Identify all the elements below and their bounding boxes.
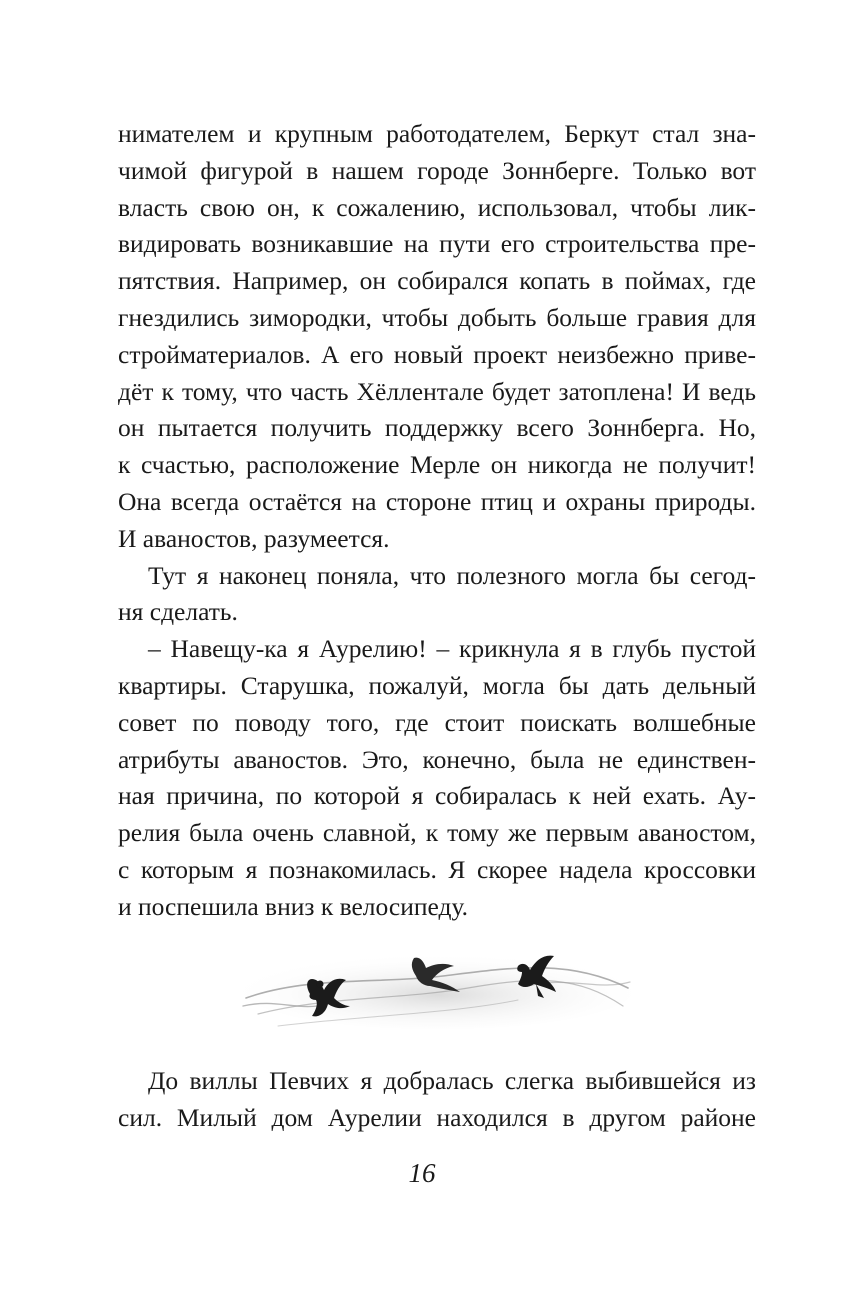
- text-line: – Навещу-ка я Аурелию! – крикнула я в глубь пустой: [148, 634, 756, 664]
- text-line: Она всегда остаётся на стороне птиц и охраны природы.: [118, 486, 756, 516]
- paragraph: [118, 1063, 756, 1137]
- text-line: и поспешила вниз к велосипеду.: [118, 891, 469, 921]
- page-number: 16: [408, 1158, 436, 1188]
- text-line: И аваностов, разумеется.: [118, 523, 390, 553]
- text-line: видировать возникавшие на пути его строительства пре-: [118, 229, 756, 259]
- text-line: сил. Милый дом Аурелии находился в другом районе: [118, 1102, 756, 1132]
- text-line: дёт к тому, что часть Хёллентале будет затоплена! И ведь: [118, 376, 756, 406]
- text-line: До виллы Певчих я добралась слегка выбившейся из: [148, 1066, 756, 1095]
- text-block-top: [118, 116, 756, 926]
- text-line: ная причина, по которой я собиралась к ней ехать. Ау-: [118, 781, 756, 811]
- text-line: квартиры. Старушка, пожалуй, могла бы дать дельный: [118, 670, 756, 700]
- birds-ornament-illustration: [238, 936, 634, 1036]
- text-line: гнездились зимородки, чтобы добыть больше гравия для: [118, 302, 756, 332]
- paragraph: [118, 558, 756, 632]
- text-line: к счастью, расположение Мерле он никогда не получит!: [118, 450, 756, 480]
- text-line: совет по поводу того, где стоит поискать волшебные: [118, 707, 756, 737]
- text-line: релия была очень славной, к тому же первым аваностом,: [118, 818, 756, 848]
- text-line: атрибуты аваностов. Это, конечно, была не единствен-: [118, 744, 756, 774]
- paragraph: [118, 631, 756, 925]
- paragraph: [118, 116, 756, 558]
- text-block-bottom: [118, 1063, 756, 1137]
- text-line: он пытается получить поддержку всего Зоннберга. Но,: [118, 413, 756, 443]
- text-line: пятствия. Например, он собирался копать в поймах, где: [118, 266, 756, 296]
- text-line: Тут я наконец поняла, что полезного могла бы сегод-: [148, 560, 756, 590]
- text-line: стройматериалов. А его новый проект неизбежно приве-: [118, 339, 756, 369]
- text-line: власть свою он, к сожалению, использовал, чтобы лик-: [118, 192, 756, 222]
- text-line: ня сделать.: [118, 597, 238, 627]
- text-line: чимой фигурой в нашем городе Зоннберге. Только вот: [118, 155, 756, 185]
- text-line: с которым я познакомилась. Я скорее надела кроссовки: [118, 854, 756, 884]
- text-line: нимателем и крупным работодателем, Беркут стал зна-: [118, 119, 756, 148]
